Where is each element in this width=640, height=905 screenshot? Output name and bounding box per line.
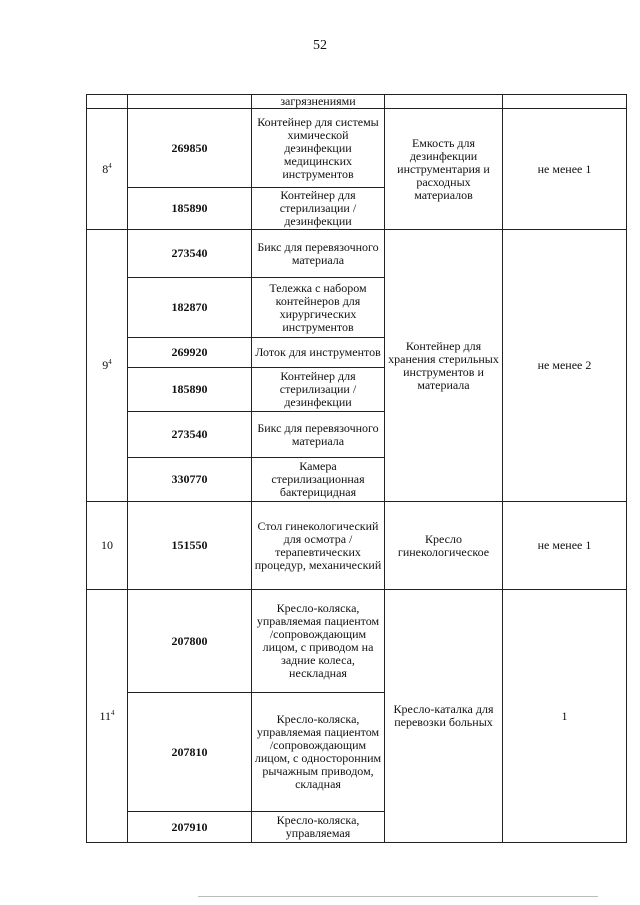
code-cell: 182870	[128, 278, 252, 338]
qty-cell: не менее 1	[503, 109, 627, 230]
code-cell: 207810	[128, 693, 252, 812]
item-cell: Емкость для дезинфекции инструментария и расходных материалов	[385, 109, 503, 230]
table-row	[87, 95, 627, 109]
name-cell: Камера стерилизационная бактерицидная	[252, 458, 385, 502]
code-cell: 151550	[128, 502, 252, 590]
name-cell: Кресло-коляска, управляемая пациентом /сопровождающим лицом, с односторонним рычажным приводом, складная	[252, 693, 385, 812]
table-row	[87, 590, 627, 693]
qty-cell: не менее 1	[503, 502, 627, 590]
equipment-table	[86, 94, 627, 843]
item-cell: Контейнер для хранения стерильных инструментов и материала	[385, 230, 503, 502]
name-cell: Контейнер для стерилизации /дезинфекции	[252, 188, 385, 230]
table-row	[87, 502, 627, 590]
qty-cell	[503, 95, 627, 109]
scan-edge-line	[198, 896, 598, 897]
code-cell: 269920	[128, 338, 252, 368]
code-cell: 185890	[128, 188, 252, 230]
name-cell: Контейнер для системы химической дезинфекции медицинских инструментов	[252, 109, 385, 188]
name-cell: Кресло-коляска, управляемая пациентом /сопровождающим лицом, с приводом на задние колеса, нескладная	[252, 590, 385, 693]
name-cell: Бикс для перевязочного материала	[252, 230, 385, 278]
qty-cell: 1	[503, 590, 627, 843]
name-cell: Тележка с набором контейнеров для хирургических инструментов	[252, 278, 385, 338]
item-cell: Кресло гинекологическое	[385, 502, 503, 590]
code-cell: 207800	[128, 590, 252, 693]
table-row	[87, 230, 627, 278]
page-number: 52	[313, 38, 327, 53]
code-cell: 273540	[128, 412, 252, 458]
qty-cell: не менее 2	[503, 230, 627, 502]
name-cell: Контейнер для стерилизации /дезинфекции	[252, 368, 385, 412]
name-cell: Кресло-коляска, управляемая	[252, 812, 385, 843]
code-cell: 269850	[128, 109, 252, 188]
row-number-cell: $8^4$	[87, 109, 128, 230]
row-number-cell: $9^4$	[87, 230, 128, 502]
name-cell: Стол гинекологический для осмотра /терапевтических процедур, механический	[252, 502, 385, 590]
code-cell	[128, 95, 252, 109]
code-cell: 185890	[128, 368, 252, 412]
row-number-cell	[87, 95, 128, 109]
item-cell	[385, 95, 503, 109]
name-cell: Бикс для перевязочного материала	[252, 412, 385, 458]
row-number-cell: $11^4$	[87, 590, 128, 843]
name-cell: Лоток для инструментов	[252, 338, 385, 368]
code-cell: 330770	[128, 458, 252, 502]
item-cell: Кресло-каталка для перевозки больных	[385, 590, 503, 843]
code-cell: 207910	[128, 812, 252, 843]
table-row	[87, 109, 627, 188]
code-cell: 273540	[128, 230, 252, 278]
row-number-cell: 10	[87, 502, 128, 590]
name-cell: загрязнениями	[252, 95, 385, 109]
